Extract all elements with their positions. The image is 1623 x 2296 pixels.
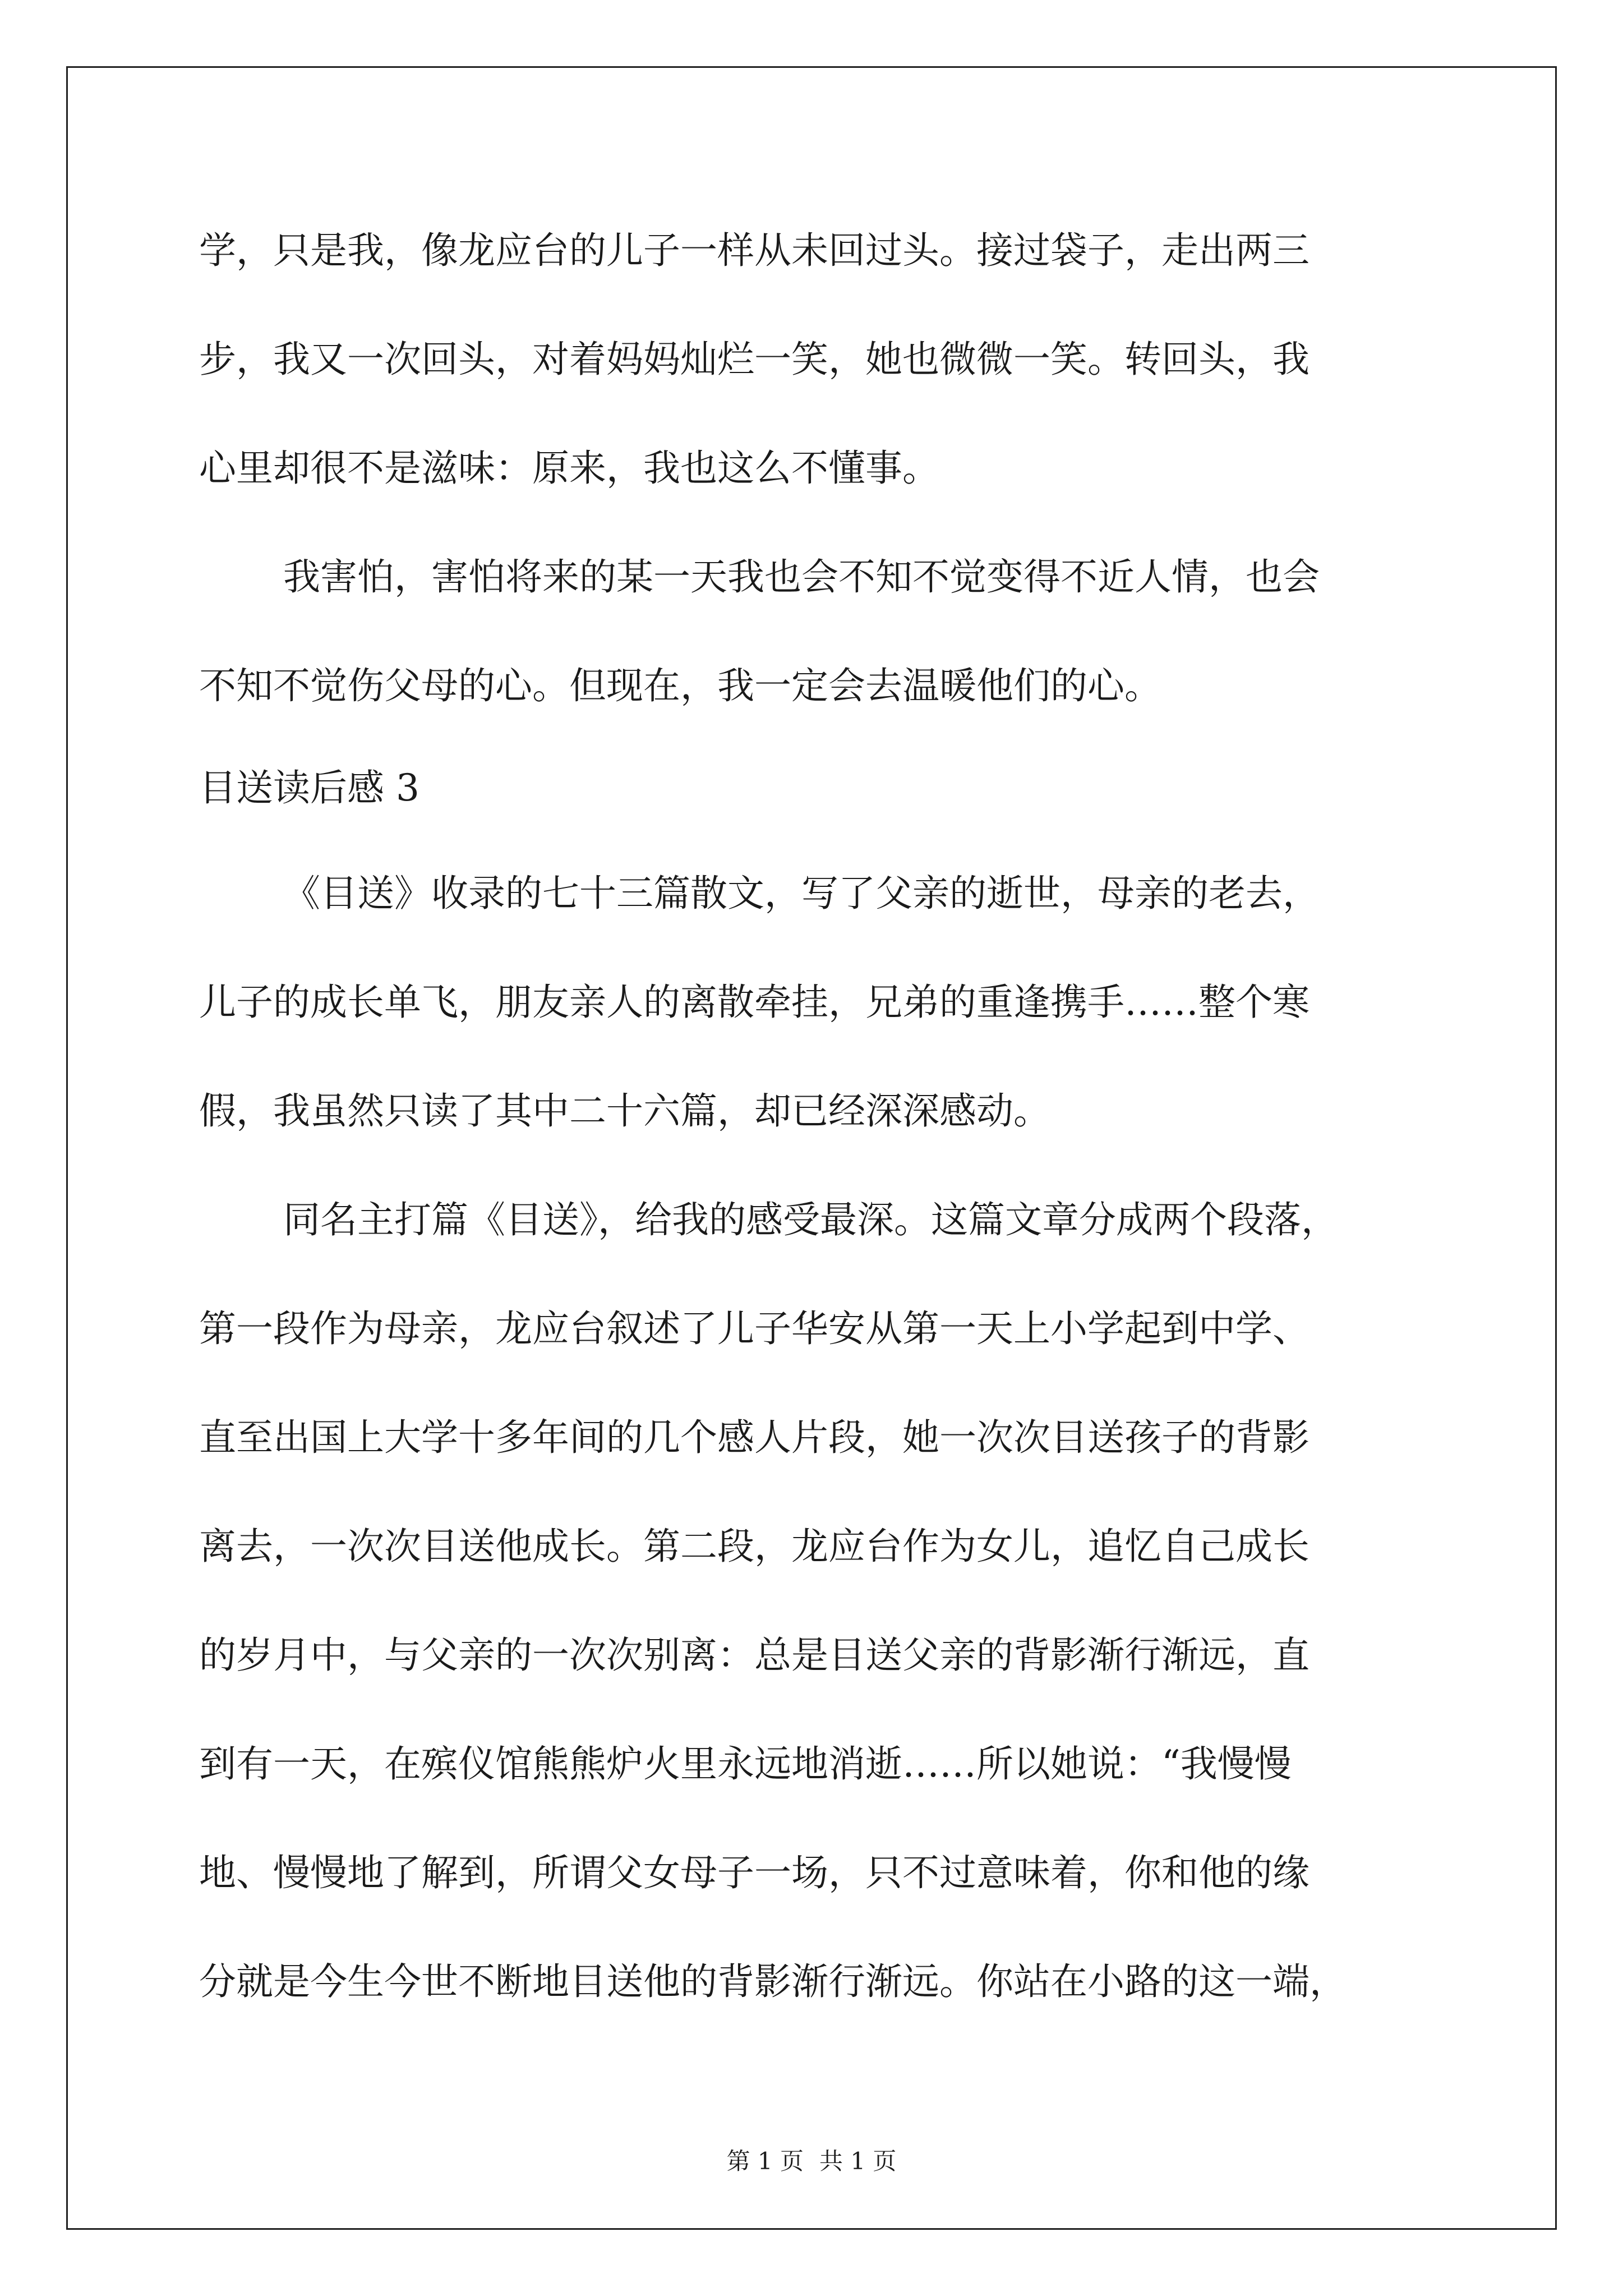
paragraph-start-line: 《目送》收录的七十三篇散文，写了父亲的逝世，母亲的老去， [283,872,1320,915]
text-line: 离去，一次次目送他成长。第二段，龙应台作为女儿，追忆自己成长 [199,1525,1310,1568]
text-line: 的岁月中，与父亲的一次次别离：总是目送父亲的背影渐行渐远，直 [199,1634,1310,1677]
section-heading: 目送读后感 3 [199,766,419,809]
text-line: 第一段作为母亲，龙应台叙述了儿子华安从第一天上小学起到中学、 [199,1307,1310,1350]
paragraph-start-line: 我害怕，害怕将来的某一天我也会不知不觉变得不近人情，也会 [283,555,1320,599]
text-line: 到有一天，在殡仪馆熊熊炉火里永远地消逝……所以她说：“我慢慢 [199,1742,1292,1786]
text-line: 儿子的成长单飞，朋友亲人的离散牵挂，兄弟的重逢携手……整个寒 [199,981,1310,1024]
paragraph-start-line: 同名主打篇《目送》，给我的感受最深。这篇文章分成两个段落， [283,1198,1338,1241]
page-number: 第 1 页 [726,2147,804,2175]
text-line: 步，我又一次回头，对着妈妈灿烂一笑，她也微微一笑。转回头，我 [199,338,1310,381]
text-line: 学，只是我，像龙应台的儿子一样从未回过头。接过袋子，走出两三 [199,229,1310,272]
page-border [66,66,1557,2230]
text-line: 不知不觉伤父母的心。但现在，我一定会去温暖他们的心。 [199,664,1161,707]
text-line: 分就是今生今世不断地目送他的背影渐行渐远。你站在小路的这一端， [199,1960,1347,2003]
text-line: 直至出国上大学十多年间的几个感人片段，她一次次目送孩子的背影 [199,1416,1310,1459]
page-total: 共 1 页 [819,2147,897,2175]
text-line: 地、慢慢地了解到，所谓父女母子一场，只不过意味着，你和他的缘 [199,1851,1310,1894]
text-line: 心里却很不是滋味：原来，我也这么不懂事。 [199,447,939,490]
text-line: 假，我虽然只读了其中二十六篇，却已经深深感动。 [199,1089,1050,1133]
page-footer [0,2147,1623,2175]
